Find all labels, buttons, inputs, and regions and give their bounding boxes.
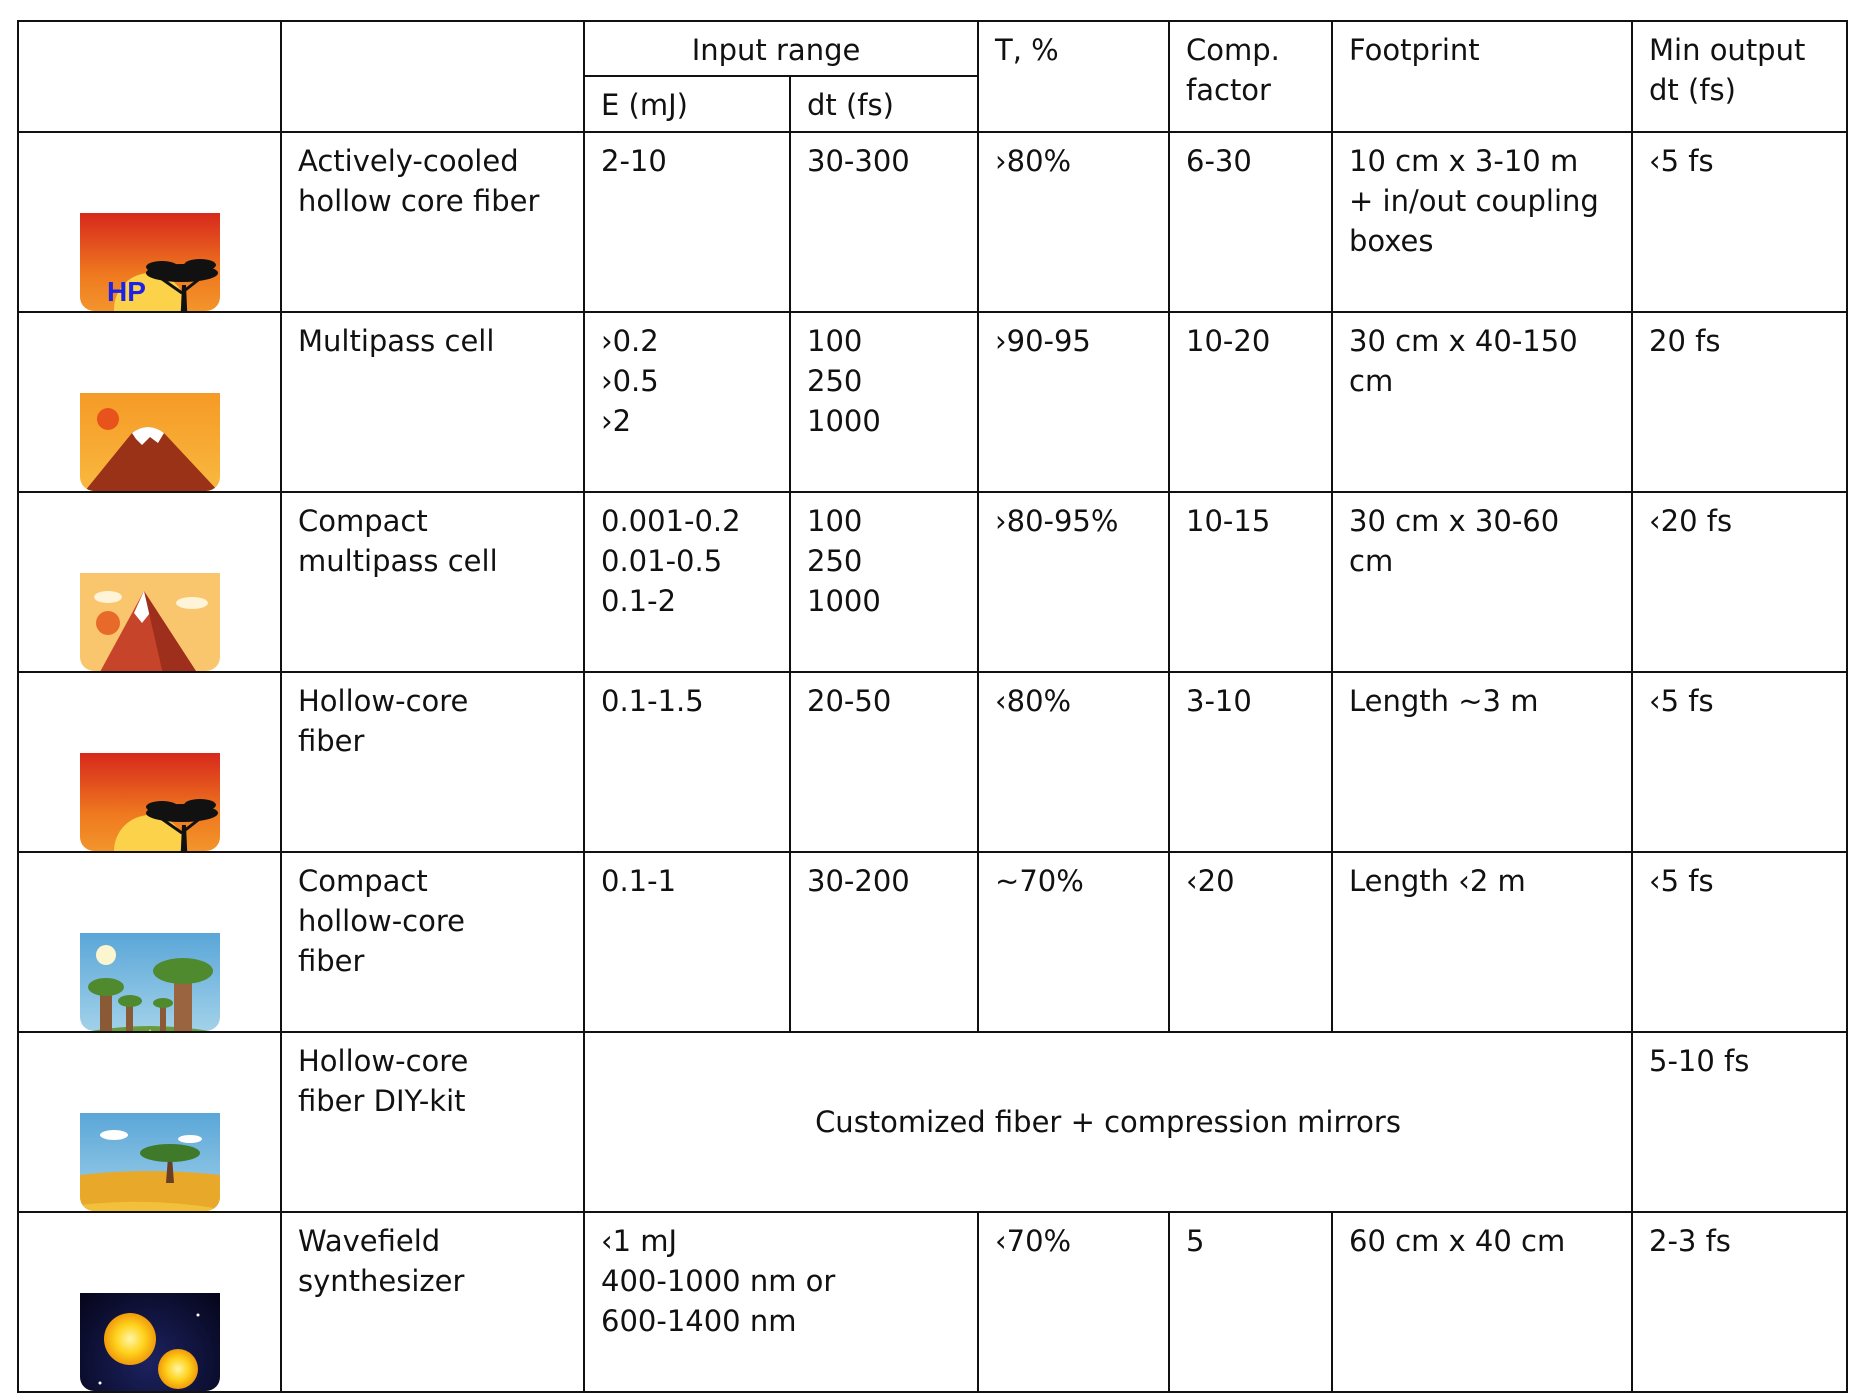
comparison-table bbox=[17, 20, 1848, 1393]
table-row bbox=[18, 672, 1847, 852]
table-row bbox=[18, 132, 1847, 312]
row-footprint: 60 cm x 40 cm bbox=[1332, 1212, 1632, 1392]
header-input-range: Input range bbox=[584, 21, 978, 76]
mountain-sunset-icon bbox=[80, 353, 220, 491]
row-comp-factor: ‹20 bbox=[1169, 852, 1332, 1032]
row-comp-factor: 3-10 bbox=[1169, 672, 1332, 852]
row-duration: 30-300 bbox=[790, 132, 978, 312]
row-transmission: ‹80% bbox=[978, 672, 1169, 852]
svg-text:HP: HP bbox=[106, 276, 146, 307]
row-min-output: ‹5 fs bbox=[1632, 852, 1847, 1032]
row-input-range: ‹1 mJ 400-1000 nm or 600-1400 nm bbox=[584, 1212, 978, 1392]
row-name: Actively-cooled hollow core fiber bbox=[281, 132, 584, 312]
row-footprint: Length ~3 m bbox=[1332, 672, 1632, 852]
row-min-output: ‹5 fs bbox=[1632, 132, 1847, 312]
row-min-output: ‹5 fs bbox=[1632, 672, 1847, 852]
acacia-sunset-hp-icon bbox=[80, 173, 220, 311]
row-duration: 100 250 1000 bbox=[790, 492, 978, 672]
row-transmission: ›80% bbox=[978, 132, 1169, 312]
row-min-output: ‹20 fs bbox=[1632, 492, 1847, 672]
row-transmission: ‹70% bbox=[978, 1212, 1169, 1392]
row-footprint: 30 cm x 40-150 cm bbox=[1332, 312, 1632, 492]
row-energy: ›0.2 ›0.5 ›2 bbox=[584, 312, 790, 492]
mountain-peak-icon bbox=[80, 533, 220, 671]
row-energy: 2-10 bbox=[584, 132, 790, 312]
row-transmission: ›80-95% bbox=[978, 492, 1169, 672]
baobab-avenue-icon bbox=[80, 893, 220, 1031]
header-icon-col bbox=[18, 21, 281, 132]
header-comp-factor: Comp. factor bbox=[1169, 21, 1332, 132]
row-footprint: 30 cm x 30-60 cm bbox=[1332, 492, 1632, 672]
row-duration: 20-50 bbox=[790, 672, 978, 852]
row-icon-cell bbox=[18, 852, 281, 1032]
table-row bbox=[18, 1032, 1847, 1212]
row-duration: 30-200 bbox=[790, 852, 978, 1032]
twin-stars-icon bbox=[80, 1253, 220, 1391]
row-comp-factor: 10-20 bbox=[1169, 312, 1332, 492]
row-footprint: 10 cm x 3-10 m + in/out coupling boxes bbox=[1332, 132, 1632, 312]
header-transmission: T, % bbox=[978, 21, 1169, 132]
row-name: Multipass cell bbox=[281, 312, 584, 492]
row-comp-factor: 10-15 bbox=[1169, 492, 1332, 672]
row-min-output: 5-10 fs bbox=[1632, 1032, 1847, 1212]
row-energy: 0.1-1.5 bbox=[584, 672, 790, 852]
row-footprint: Length ‹2 m bbox=[1332, 852, 1632, 1032]
header-duration: dt (fs) bbox=[790, 76, 978, 132]
row-name: Hollow-core fiber DIY-kit bbox=[281, 1032, 584, 1212]
header-min-output: Min output dt (fs) bbox=[1632, 21, 1847, 132]
row-energy: 0.1-1 bbox=[584, 852, 790, 1032]
row-min-output: 20 fs bbox=[1632, 312, 1847, 492]
row-name: Hollow-core fiber bbox=[281, 672, 584, 852]
row-icon-cell bbox=[18, 1212, 281, 1392]
row-icon-cell bbox=[18, 132, 281, 312]
row-transmission: ›90-95 bbox=[978, 312, 1169, 492]
row-name: Wavefield synthesizer bbox=[281, 1212, 584, 1392]
row-energy: 0.001-0.2 0.01-0.5 0.1-2 bbox=[584, 492, 790, 672]
row-min-output: 2-3 fs bbox=[1632, 1212, 1847, 1392]
merged-description: Customized fiber + compression mirrors bbox=[584, 1032, 1632, 1212]
header-name-col bbox=[281, 21, 584, 132]
row-name: Compact multipass cell bbox=[281, 492, 584, 672]
table-row bbox=[18, 852, 1847, 1032]
row-icon-cell bbox=[18, 1032, 281, 1212]
row-icon-cell bbox=[18, 312, 281, 492]
table-row bbox=[18, 1212, 1847, 1392]
row-transmission: ~70% bbox=[978, 852, 1169, 1032]
acacia-sunset-icon bbox=[80, 713, 220, 851]
header-footprint: Footprint bbox=[1332, 21, 1632, 132]
row-comp-factor: 5 bbox=[1169, 1212, 1332, 1392]
savanna-tree-icon bbox=[80, 1073, 220, 1211]
row-icon-cell bbox=[18, 672, 281, 852]
row-comp-factor: 6-30 bbox=[1169, 132, 1332, 312]
header-energy: E (mJ) bbox=[584, 76, 790, 132]
row-name: Compact hollow-core fiber bbox=[281, 852, 584, 1032]
row-duration: 100 250 1000 bbox=[790, 312, 978, 492]
table-row bbox=[18, 492, 1847, 672]
table-row bbox=[18, 312, 1847, 492]
row-icon-cell bbox=[18, 492, 281, 672]
